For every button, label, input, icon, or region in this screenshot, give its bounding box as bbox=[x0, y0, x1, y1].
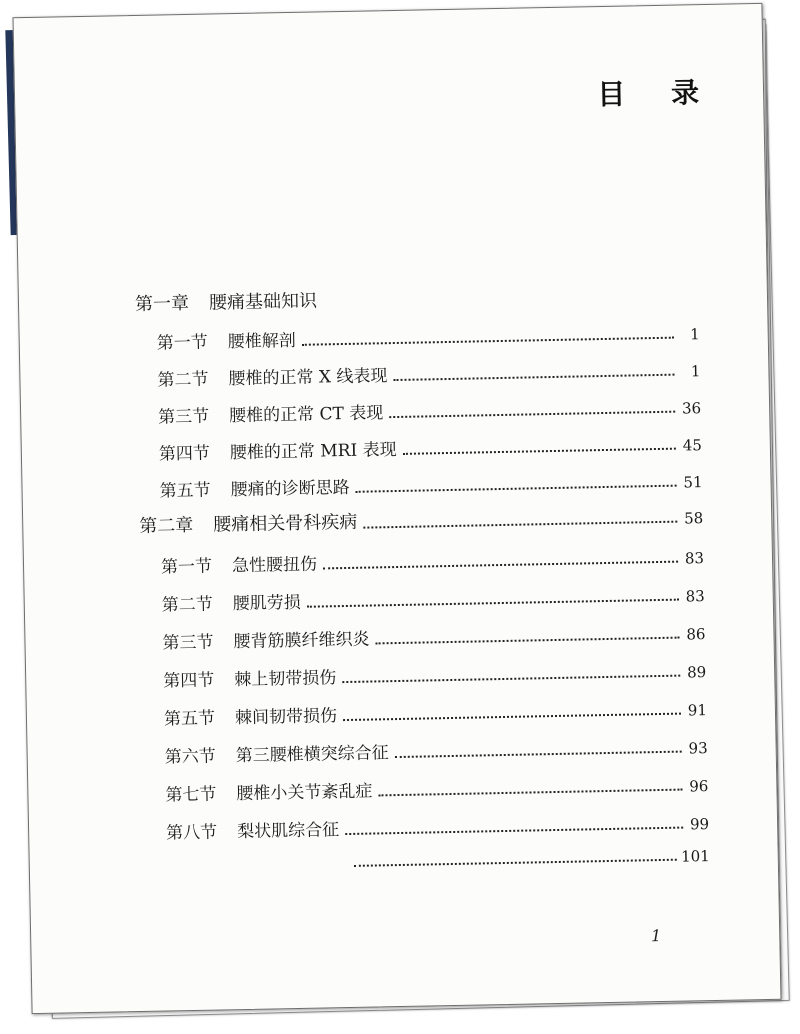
dot-leader bbox=[342, 675, 680, 683]
toc-title: 腰椎的正常 CT 表现 bbox=[229, 403, 384, 427]
toc-number: 第三节 bbox=[158, 406, 210, 428]
toc-title: 腰肌劳损 bbox=[232, 592, 301, 615]
toc-section-row[interactable] bbox=[159, 432, 702, 464]
toc-title: 腰痛的诊断思路 bbox=[230, 477, 350, 501]
toc-title: 腰椎的正常 MRI 表现 bbox=[229, 439, 397, 464]
toc-page-number: 83 bbox=[684, 549, 705, 568]
toc-section-row[interactable] bbox=[162, 583, 705, 615]
toc-number: 第四节 bbox=[158, 443, 211, 465]
toc-section-row[interactable] bbox=[164, 697, 707, 729]
toc-page-number: 93 bbox=[688, 739, 708, 758]
toc-number: 第三节 bbox=[162, 632, 214, 654]
toc-number: 第六节 bbox=[164, 746, 216, 768]
page-title: 目 录 bbox=[597, 75, 718, 112]
table-of-contents bbox=[14, 4, 781, 1013]
toc-number: 第二节 bbox=[157, 369, 209, 391]
toc-title: 腰痛相关骨科疾病 bbox=[213, 511, 358, 536]
toc-title: 梨状肌综合征 bbox=[236, 820, 340, 843]
toc-page-number: 96 bbox=[689, 777, 709, 796]
dot-leader bbox=[363, 521, 677, 529]
toc-section-row[interactable] bbox=[165, 735, 708, 767]
dot-leader bbox=[343, 713, 681, 721]
toc-page-number: 51 bbox=[683, 473, 703, 492]
toc-number: 第二节 bbox=[161, 594, 214, 616]
dot-leader bbox=[403, 448, 676, 455]
toc-page-number: 89 bbox=[686, 663, 707, 682]
toc-chapter-row[interactable] bbox=[139, 505, 703, 538]
toc-number: 第七节 bbox=[165, 784, 217, 806]
toc-page-number: 91 bbox=[687, 701, 708, 720]
toc-section-row[interactable] bbox=[166, 811, 709, 843]
toc-section-row[interactable] bbox=[165, 773, 708, 805]
toc-chapter-row[interactable] bbox=[135, 290, 335, 316]
toc-page-number: 83 bbox=[685, 587, 705, 606]
dot-leader bbox=[356, 485, 677, 493]
toc-continuation-row[interactable] bbox=[348, 843, 710, 872]
toc-number: 第一节 bbox=[156, 332, 208, 354]
dot-leader bbox=[307, 599, 679, 608]
dot-leader bbox=[393, 374, 674, 381]
dot-leader bbox=[323, 561, 678, 570]
toc-section-row[interactable] bbox=[162, 621, 705, 653]
toc-section-row[interactable] bbox=[163, 659, 706, 691]
toc-section-row[interactable] bbox=[157, 358, 700, 390]
toc-page-number: 58 bbox=[683, 509, 704, 528]
toc-title: 急性腰扭伤 bbox=[231, 554, 318, 577]
toc-number: 第五节 bbox=[159, 480, 211, 502]
toc-title: 棘间韧带损伤 bbox=[234, 706, 338, 729]
page-number: 1 bbox=[650, 926, 662, 946]
toc-page-number: 1 bbox=[689, 325, 700, 344]
dot-leader bbox=[395, 751, 682, 759]
toc-number: 第五节 bbox=[163, 708, 216, 730]
toc-page-number: 45 bbox=[682, 436, 703, 455]
toc-title: 第三腰椎横突综合征 bbox=[235, 743, 389, 767]
toc-section-row[interactable] bbox=[158, 395, 701, 427]
dot-leader bbox=[345, 827, 683, 835]
toc-page-number: 101 bbox=[680, 847, 710, 866]
toc-title: 腰椎小关节紊乱症 bbox=[236, 781, 373, 805]
toc-title: 腰椎解剖 bbox=[227, 330, 296, 353]
toc-number: 第二章 bbox=[139, 514, 194, 537]
dot-leader bbox=[376, 637, 680, 645]
toc-number: 第八节 bbox=[166, 822, 218, 844]
toc-page-number: 99 bbox=[689, 815, 710, 834]
toc-page-number: 86 bbox=[686, 625, 706, 644]
dot-leader bbox=[354, 859, 677, 867]
toc-number: 第一节 bbox=[160, 556, 213, 578]
toc-section-row[interactable] bbox=[157, 321, 700, 353]
toc-page-number: 1 bbox=[690, 362, 701, 381]
toc-page bbox=[12, 3, 781, 1014]
dot-leader bbox=[389, 411, 675, 418]
toc-section-row[interactable] bbox=[159, 469, 702, 501]
toc-section-row[interactable] bbox=[161, 545, 704, 577]
dot-leader bbox=[378, 789, 682, 797]
toc-title: 棘上韧带损伤 bbox=[234, 668, 337, 691]
toc-title: 腰背筋膜纤维织炎 bbox=[233, 629, 370, 653]
toc-number: 第一章 bbox=[134, 292, 190, 315]
dot-leader bbox=[302, 337, 674, 346]
toc-page-number: 36 bbox=[681, 399, 702, 418]
toc-title: 腰痛基础知识 bbox=[208, 290, 318, 314]
toc-number: 第四节 bbox=[163, 670, 215, 692]
toc-title: 腰椎的正常 X 线表现 bbox=[228, 366, 388, 390]
